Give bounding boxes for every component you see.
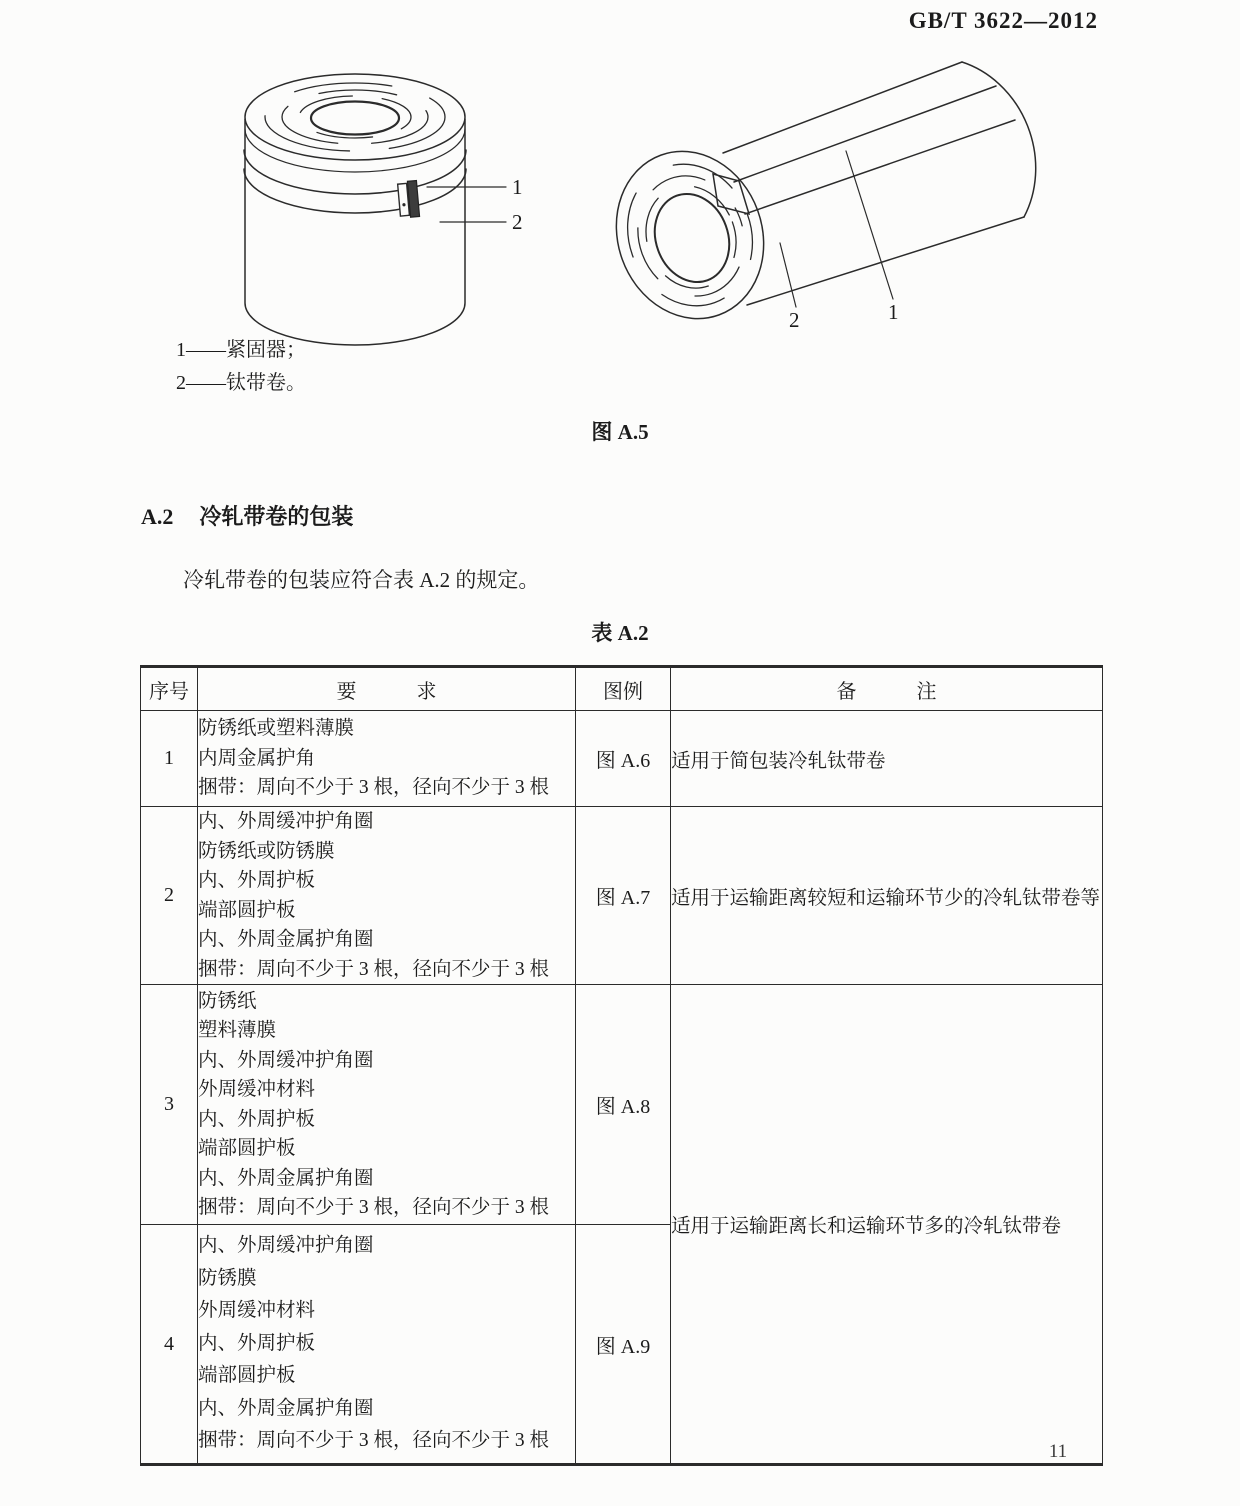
row-requirements: [198, 985, 576, 1225]
section-heading: [141, 500, 353, 531]
coil-top-face: [245, 74, 465, 160]
section-number: A.2: [141, 504, 174, 529]
callout-line-2: [780, 243, 796, 307]
section-title: 冷轧带卷的包装: [199, 504, 354, 529]
requirement-line: 防锈纸: [198, 990, 257, 1012]
row-requirements: [198, 1225, 576, 1465]
header-row: [141, 667, 1103, 711]
row-no: 2: [141, 807, 198, 985]
callout-label-1: 1: [512, 175, 523, 199]
requirement-line: 端部圆护板: [198, 1365, 296, 1387]
legend-item: 2——钛带卷。: [176, 372, 306, 394]
row-remark: 适用于运输距离较短和运输环节少的冷轧钛带卷等: [671, 807, 1103, 985]
strap-fastener: [397, 181, 419, 219]
requirement-line: 内、外周缓冲护角圈: [198, 1049, 374, 1071]
requirement-line: 内、外周金属护角圈: [198, 1397, 374, 1419]
callout-label-2: 2: [512, 210, 523, 234]
coil-ring: [608, 146, 772, 323]
packaging-table: [140, 665, 1103, 1466]
cylinder-top-outline: [723, 62, 962, 153]
requirement-line: 捆带：周向不少于 3 根，径向不少于 3 根: [198, 958, 550, 980]
requirement-line: 内、外周护板: [198, 1332, 316, 1354]
col-header-figure: 图例: [576, 667, 671, 711]
requirement-line: 捆带：周向不少于 3 根，径向不少于 3 根: [198, 1197, 550, 1218]
coil-body-outline: [245, 119, 465, 345]
callout-label-1: 1: [888, 300, 899, 324]
col-header-no: 序号: [141, 667, 198, 711]
row-figure-ref: 图 A.6: [576, 711, 671, 807]
row-no: 1: [141, 711, 198, 807]
body-paragraph: 冷轧带卷的包装应符合表 A.2 的规定。: [183, 568, 540, 592]
col-header-req: 要 求: [198, 667, 576, 711]
row-figure-ref: 图 A.7: [576, 807, 671, 985]
figure-legend: [176, 334, 306, 400]
callout-label-2: 2: [789, 308, 800, 332]
strap-over-rim: [713, 174, 749, 214]
table-caption: 表 A.2: [591, 621, 649, 645]
requirement-line: 内、外周护板: [198, 870, 316, 891]
row-requirements: [198, 807, 576, 985]
requirement-line: 外周缓冲材料: [198, 1300, 316, 1322]
requirement-line: 外周缓冲材料: [198, 1079, 316, 1100]
requirement-line: 防锈膜: [198, 1267, 257, 1289]
requirement-line: 防锈纸或塑料薄膜: [198, 718, 355, 740]
cylinder-bottom-outline: [747, 217, 1024, 305]
table-row: [141, 985, 1103, 1225]
standard-number-header: GB/T 3622—2012: [908, 8, 1098, 33]
requirement-line: 端部圆护板: [198, 899, 296, 921]
table-row: [141, 807, 1103, 985]
requirement-line: 防锈纸或防锈膜: [198, 840, 335, 862]
coil-end-face: [593, 131, 786, 340]
requirement-line: 内、外周金属护角圈: [198, 1167, 374, 1189]
requirement-line: 内周金属护角: [198, 747, 316, 769]
coil-side-view-drawing: [593, 62, 1035, 339]
strap-bottom-edge: [244, 169, 466, 213]
requirement-line: 捆带：周向不少于 3 根，径向不少于 3 根: [198, 777, 550, 799]
coil-ring: [282, 90, 428, 144]
coil-ring: [265, 83, 445, 151]
requirement-line: 内、外周金属护角圈: [198, 929, 374, 950]
row-no: 3: [141, 985, 198, 1225]
requirement-line: 内、外周缓冲护角圈: [198, 1235, 374, 1257]
callout-line-1: [846, 151, 893, 299]
row-requirements: [198, 711, 576, 807]
coil-center-hole: [311, 102, 399, 135]
requirement-line: 塑料薄膜: [198, 1020, 277, 1041]
strap-edge: [745, 120, 1015, 214]
cylinder-far-end: [962, 62, 1036, 217]
row-no: 4: [141, 1225, 198, 1465]
coil-top-view-drawing: [244, 74, 523, 345]
requirement-line: 内、外周缓冲护角圈: [198, 811, 374, 832]
figure-a5-drawings: [140, 55, 1100, 347]
col-header-remark: 备 注: [671, 667, 1103, 711]
packaging-table-wrapper: [140, 665, 1103, 1466]
requirement-line: 内、外周护板: [198, 1108, 316, 1130]
table-row: [141, 711, 1103, 807]
row-figure-ref: 图 A.8: [576, 985, 671, 1225]
row-figure-ref: 图 A.9: [576, 1225, 671, 1465]
row-remark-merged: 适用于运输距离长和运输环节多的冷轧钛带卷: [671, 985, 1103, 1465]
requirement-line: 端部圆护板: [198, 1138, 296, 1159]
page-number: 11: [1048, 1441, 1068, 1462]
figure-caption: 图 A.5: [591, 420, 649, 444]
legend-item: 1——紧固器；: [176, 339, 306, 361]
row-remark: 适用于简包装冷轧钛带卷: [671, 711, 1103, 807]
requirement-line: 捆带：周向不少于 3 根，径向不少于 3 根: [198, 1430, 550, 1452]
